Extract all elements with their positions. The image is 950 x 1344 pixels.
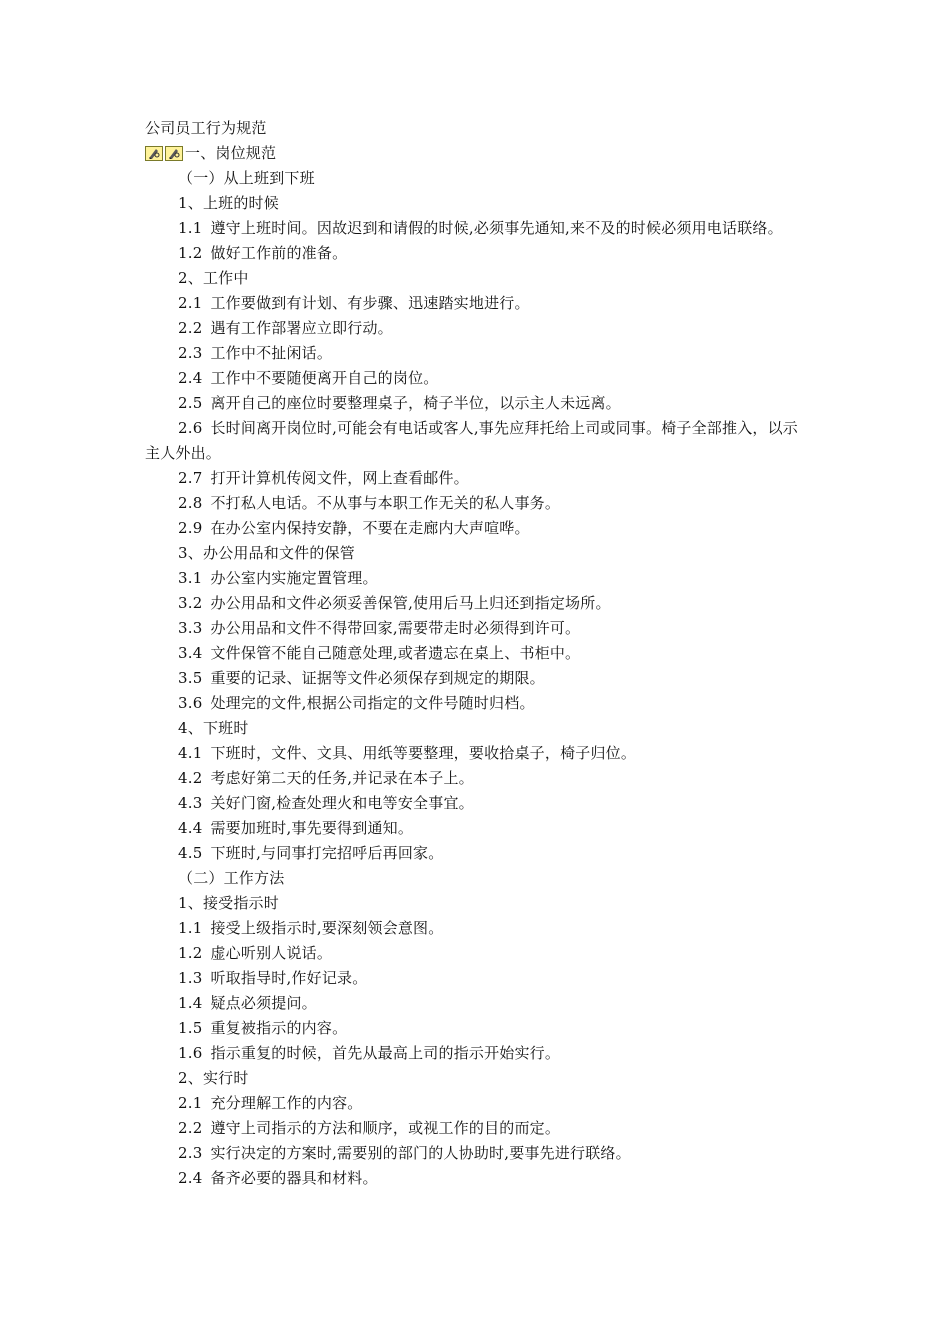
- part-heading: （一）从上班到下班: [178, 169, 315, 187]
- group-heading: 4、下班时: [178, 719, 249, 737]
- list-item: 2.7 打开计算机传阅文件，网上查看邮件。: [178, 469, 469, 487]
- list-item: 2.3 工作中不扯闲话。: [178, 344, 333, 362]
- group-heading: 2、实行时: [178, 1069, 249, 1087]
- pencil-note-icon: [165, 146, 183, 161]
- list-item: 2.4 工作中不要随便离开自己的岗位。: [178, 369, 439, 387]
- list-item: 3.2 办公用品和文件必须妥善保管,使用后马上归还到指定场所。: [178, 594, 611, 612]
- list-item: 2.2 遵守上司指示的方法和顺序，或视工作的目的而定。: [178, 1119, 561, 1137]
- document-page: [145, 116, 810, 1191]
- group-heading: 3、办公用品和文件的保管: [178, 544, 355, 562]
- list-item: 2.4 备齐必要的器具和材料。: [178, 1169, 378, 1187]
- list-item: 1.1 接受上级指示时,要深刻领会意图。: [178, 919, 444, 937]
- list-item: 1.5 重复被指示的内容。: [178, 1019, 348, 1037]
- list-item: 3.5 重要的记录、证据等文件必须保存到规定的期限。: [178, 669, 545, 687]
- list-item: 1.1 遵守上班时间。因故迟到和请假的时候,必须事先通知,来不及的时候必须用电话联络。: [178, 219, 783, 237]
- list-item: 2.1 充分理解工作的内容。: [178, 1094, 363, 1112]
- section-heading-row: [145, 141, 810, 166]
- list-item: 1.2 做好工作前的准备。: [178, 244, 348, 262]
- list-item: 2.6 长时间离开岗位时,可能会有电话或客人,事先应拜托给上司或同事。椅子全部推入，以示主人外出。: [145, 419, 799, 462]
- group-heading: 2、工作中: [178, 269, 249, 287]
- list-item: 2.9 在办公室内保持安静，不要在走廊内大声喧哗。: [178, 519, 530, 537]
- list-item: 2.8 不打私人电话。不从事与本职工作无关的私人事务。: [178, 494, 561, 512]
- list-item: 4.2 考虑好第二天的任务,并记录在本子上。: [178, 769, 474, 787]
- list-item: 4.3 关好门窗,检查处理火和电等安全事宜。: [178, 794, 474, 812]
- list-item: 4.4 需要加班时,事先要得到通知。: [178, 819, 414, 837]
- list-item: 2.5 离开自己的座位时要整理桌子，椅子半位，以示主人未远离。: [178, 394, 621, 412]
- list-item: 4.5 下班时,与同事打完招呼后再回家。: [178, 844, 444, 862]
- list-item: 4.1 下班时，文件、文具、用纸等要整理，要收拾桌子，椅子归位。: [178, 744, 637, 762]
- document-title: 公司员工行为规范: [145, 119, 267, 137]
- group-heading: 1、上班的时候: [178, 194, 279, 212]
- list-item: 2.1 工作要做到有计划、有步骤、迅速踏实地进行。: [178, 294, 530, 312]
- list-item: 1.4 疑点必须提问。: [178, 994, 317, 1012]
- list-item: 1.6 指示重复的时候，首先从最高上司的指示开始实行。: [178, 1044, 561, 1062]
- pencil-note-icon: [145, 146, 163, 161]
- group-heading: 1、接受指示时: [178, 894, 279, 912]
- list-item: 1.3 听取指导时,作好记录。: [178, 969, 368, 987]
- list-item: 3.3 办公用品和文件不得带回家,需要带走时必须得到许可。: [178, 619, 581, 637]
- section-heading: 一、岗位规范: [185, 144, 277, 162]
- list-item: 2.2 遇有工作部署应立即行动。: [178, 319, 393, 337]
- list-item: 2.3 实行决定的方案时,需要别的部门的人协助时,要事先进行联络。: [178, 1144, 631, 1162]
- part-heading: （二）工作方法: [178, 869, 285, 887]
- list-item: 3.4 文件保管不能自己随意处理,或者遗忘在桌上、书柜中。: [178, 644, 581, 662]
- list-item: 3.1 办公室内实施定置管理。: [178, 569, 378, 587]
- list-item: 1.2 虚心听别人说话。: [178, 944, 333, 962]
- list-item: 3.6 处理完的文件,根据公司指定的文件号随时归档。: [178, 694, 535, 712]
